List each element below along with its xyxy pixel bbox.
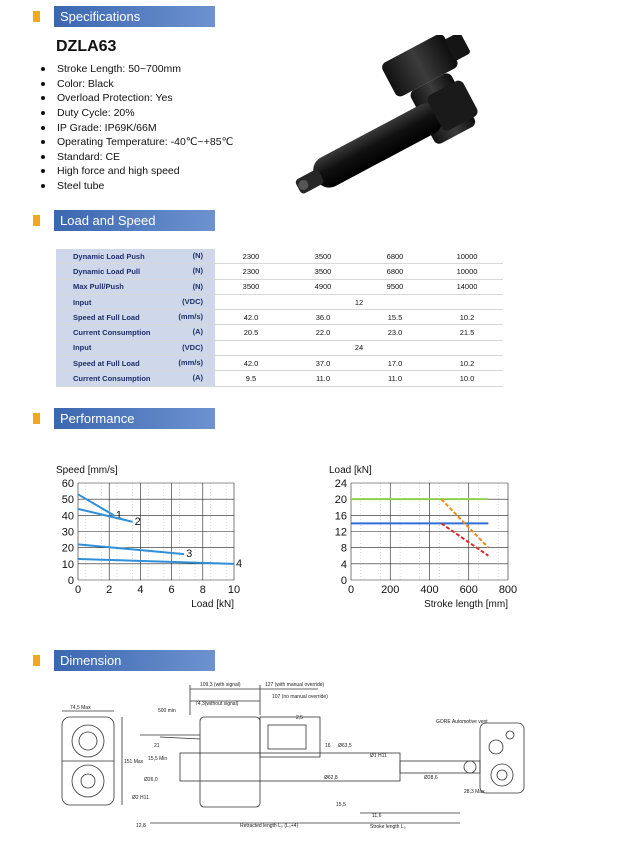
section-title: Performance	[54, 408, 215, 429]
y-tick-label: 10	[61, 558, 74, 571]
section-title: Load and Speed	[54, 210, 215, 231]
table-cell: 24	[215, 340, 503, 355]
series-label: 1	[115, 509, 123, 522]
speed-load-chart	[50, 455, 270, 625]
table-row	[56, 264, 503, 279]
bullet-icon	[41, 96, 45, 100]
section-title: Specifications	[54, 6, 215, 27]
table-cell: 17.0	[359, 356, 431, 371]
section-header-dimension	[33, 650, 215, 671]
dimension-drawing	[40, 675, 620, 840]
y-tick-label: 60	[61, 478, 74, 490]
table-cell: 42.0	[215, 310, 287, 325]
x-tick-label: 600	[459, 584, 478, 596]
x-tick-label: 800	[498, 584, 518, 596]
table-cell: 11.0	[287, 371, 359, 386]
section-bullet	[33, 655, 40, 666]
table-row	[56, 249, 503, 264]
series-line	[78, 544, 184, 554]
table-cell: 6800	[359, 264, 431, 279]
dim-label: 107 (no manual override)	[272, 694, 328, 700]
row-label: Speed at Full Load (mm/s)	[56, 310, 215, 325]
table-row	[56, 356, 503, 371]
series-label: 2	[134, 515, 141, 528]
y-tick-label: 20	[334, 494, 347, 507]
dim-label: 127 (with manual override)	[265, 682, 325, 688]
table-row	[56, 310, 503, 325]
x-tick-label: 0	[347, 584, 355, 596]
table-cell: 14000	[431, 279, 503, 294]
y-tick-label: 16	[334, 510, 347, 523]
table-cell: 10.0	[431, 371, 503, 386]
x-tick-label: 10	[227, 584, 241, 596]
table-cell: 10.2	[431, 356, 503, 371]
table-cell: 10000	[431, 249, 503, 264]
dim-label: 500 min	[158, 708, 176, 714]
dim-label: 21	[154, 743, 160, 749]
y-tick-label: 4	[340, 558, 347, 571]
series-label: 3	[186, 548, 193, 561]
x-axis-label: Stroke length [mm]	[424, 599, 508, 610]
bullet-icon	[41, 155, 45, 159]
table-row	[56, 371, 503, 386]
bullet-icon	[41, 82, 45, 86]
y-tick-label: 12	[334, 526, 347, 539]
bullet-icon	[41, 169, 45, 173]
dim-label: GORE Automotive vent	[436, 719, 488, 725]
row-label: Input (VDC)	[56, 340, 215, 355]
spec-item: Color: Black	[38, 77, 233, 92]
spec-item: Duty Cycle: 20%	[38, 106, 233, 121]
row-label: Speed at Full Load (mm/s)	[56, 356, 215, 371]
section-bullet	[33, 215, 40, 226]
bullet-icon	[41, 111, 45, 115]
y-tick-label: 50	[61, 494, 74, 507]
x-tick-label: 4	[137, 584, 144, 596]
table-cell: 22.0	[287, 325, 359, 340]
spec-item: Overload Protection: Yes	[38, 91, 233, 106]
dim-label: 109,3 (with signal)	[200, 682, 241, 688]
table-cell: 23.0	[359, 325, 431, 340]
spec-item: IP Grade: IP69K/66M	[38, 120, 233, 135]
table-cell: 6800	[359, 249, 431, 264]
y-axis-label: Speed [mm/s]	[56, 465, 118, 476]
table-cell: 15.5	[359, 310, 431, 325]
table-cell: 3500	[215, 279, 287, 294]
y-axis-label: Load [kN]	[329, 465, 372, 476]
dim-label: Retracted length L₀ (L₀+4)	[240, 823, 299, 829]
y-tick-label: 8	[340, 542, 347, 555]
table-cell: 37.0	[287, 356, 359, 371]
x-tick-label: 2	[106, 584, 113, 596]
dim-label: Ø1 H11	[370, 753, 387, 759]
table-cell: 4900	[287, 279, 359, 294]
x-tick-label: 400	[420, 584, 439, 596]
row-label: Max Pull/Push (N)	[56, 279, 215, 294]
dim-label: Stroke length L₀	[370, 824, 406, 830]
dim-label: 16	[325, 743, 331, 749]
spec-item: Operating Temperature: -40℃~+85℃	[38, 135, 233, 150]
actuator-product-image	[270, 35, 520, 215]
table-cell: 10000	[431, 264, 503, 279]
table-row	[56, 279, 503, 294]
table-cell: 3500	[287, 249, 359, 264]
spec-item: Standard: CE	[38, 150, 233, 165]
table-cell: 11.0	[359, 371, 431, 386]
row-label: Dynamic Load Push (N)	[56, 249, 215, 264]
dim-label: 151 Max	[124, 759, 144, 765]
spec-list	[38, 62, 233, 193]
table-cell: 10.2	[431, 310, 503, 325]
x-tick-label: 8	[199, 584, 206, 596]
load-speed-table	[56, 249, 503, 387]
dim-label: 15,5	[336, 802, 346, 808]
row-label: Current Consumption (A)	[56, 325, 215, 340]
dim-label: Ø28,6	[424, 775, 438, 781]
table-cell: 12	[215, 294, 503, 309]
dim-label: Ø26,0	[144, 777, 158, 783]
table-cell: 3500	[287, 264, 359, 279]
dim-label: Ø63,5	[338, 743, 352, 749]
table-row	[56, 340, 503, 355]
bullet-icon	[41, 126, 45, 130]
y-tick-label: 0	[67, 575, 74, 587]
table-cell: 9500	[359, 279, 431, 294]
bullet-icon	[41, 140, 45, 144]
table-row	[56, 294, 503, 309]
row-label: Dynamic Load Pull (N)	[56, 264, 215, 279]
spec-item: Stroke Length: 50~700mm	[38, 62, 233, 77]
section-title: Dimension	[54, 650, 215, 671]
y-tick-label: 24	[334, 478, 347, 490]
dim-label: 15,5 Min	[148, 756, 168, 762]
table-cell: 36.0	[287, 310, 359, 325]
x-tick-label: 6	[168, 584, 175, 596]
section-bullet	[33, 413, 40, 424]
table-cell: 2300	[215, 264, 287, 279]
x-axis-label: Load [kN]	[191, 599, 234, 610]
series-label: 4	[236, 557, 243, 570]
table-cell: 42.0	[215, 356, 287, 371]
section-header-specifications	[33, 6, 215, 27]
x-tick-label: 200	[381, 584, 400, 596]
dim-label: 74,3(without signal)	[195, 701, 239, 707]
model-name: DZLA63	[56, 38, 117, 55]
y-tick-label: 30	[61, 526, 74, 539]
section-bullet	[33, 11, 40, 22]
row-label: Input (VDC)	[56, 294, 215, 309]
dim-label: 28,3 Max	[464, 789, 485, 795]
dim-label: 11,6	[372, 813, 382, 819]
y-tick-label: 0	[340, 575, 347, 587]
spec-item: Steel tube	[38, 179, 233, 194]
table-row	[56, 325, 503, 340]
table-cell: 9.5	[215, 371, 287, 386]
load-stroke-chart	[325, 455, 525, 625]
bullet-icon	[41, 184, 45, 188]
section-header-load-speed	[33, 210, 215, 231]
table-cell: 20.5	[215, 325, 287, 340]
dim-label: Ø62,8	[324, 775, 338, 781]
spec-item: High force and high speed	[38, 164, 233, 179]
bullet-icon	[41, 67, 45, 71]
row-label: Current Consumption (A)	[56, 371, 215, 386]
section-header-performance	[33, 408, 215, 429]
y-tick-label: 40	[61, 510, 74, 523]
dim-label: 2,5	[296, 715, 303, 721]
dim-label: 74,5 Max	[70, 705, 91, 711]
dim-label: Ø2 H11	[132, 795, 149, 801]
table-cell: 21.5	[431, 325, 503, 340]
dim-label: 12,8	[136, 823, 146, 829]
table-cell: 2300	[215, 249, 287, 264]
y-tick-label: 20	[61, 542, 74, 555]
x-tick-label: 0	[74, 584, 82, 596]
